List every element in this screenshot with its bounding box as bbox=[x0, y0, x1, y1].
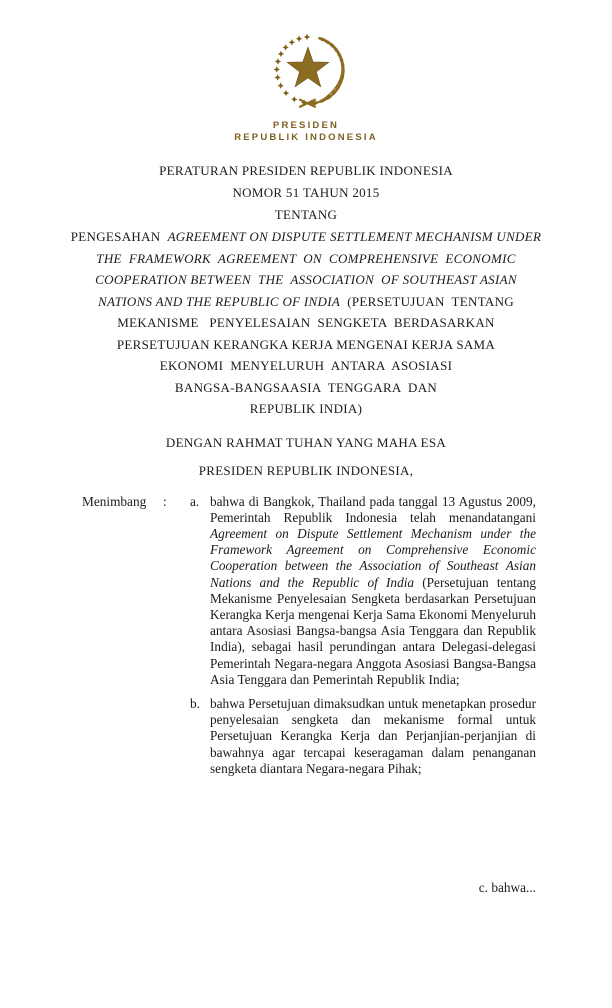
text-segment: PENGESAHAN bbox=[70, 229, 168, 244]
regulation-title-line bbox=[0, 248, 612, 270]
text-segment: PERSETUJUAN KERANGKA KERJA MENGENAI KERJA SAMA bbox=[116, 336, 496, 352]
italic-text-segment: THE FRAMEWORK AGREEMENT ON COMPREHENSIVE ECONOMIC bbox=[96, 250, 516, 266]
considerations-items bbox=[190, 494, 536, 785]
text-segment: bahwa Persetujuan dimaksudkan untuk menetapkan prosedur penyelesaian sengketa dan mekanisme formal untuk Persetujuan Kerangka Kerja dan Perjanjian-perjanjian di bawahnya agar tercapai keseragaman dalam penanganan sengketa diantara Negara-negara Pihak; bbox=[210, 695, 536, 776]
text-segment: REPUBLIK INDIA) bbox=[249, 401, 363, 416]
regulation-title bbox=[0, 226, 612, 420]
italic-text-segment: AGREEMENT ON DISPUTE SETTLEMENT MECHANISM UNDER bbox=[167, 229, 542, 244]
letterhead-text bbox=[0, 120, 612, 144]
text-segment: EKONOMI MENYELURUH ANTARA ASOSIASI bbox=[159, 358, 453, 373]
considerations-section bbox=[82, 494, 536, 785]
consideration-item-marker: b. bbox=[190, 695, 200, 711]
invocation-grace-line: DENGAN RAHMAT TUHAN YANG MAHA ESA bbox=[165, 434, 447, 450]
italic-text-segment: COOPERATION BETWEEN THE ASSOCIATION OF SOUTHEAST ASIAN bbox=[95, 272, 517, 287]
italic-text-segment: NATIONS AND THE REPUBLIC OF INDIA bbox=[98, 293, 341, 309]
consideration-item bbox=[190, 696, 536, 777]
regulation-title-line bbox=[0, 291, 612, 313]
regulation-title-line bbox=[0, 269, 612, 291]
gold-star-wreath-icon bbox=[254, 33, 358, 111]
considerations-colon: : bbox=[163, 493, 167, 509]
text-segment: (Persetujuan tentang Mekanisme Penyelesaian Sengketa berdasarkan Persetujuan Kerangka Kerja mengenai Kerja Sama Ekonomi Menyeluruh antara Asosiasi Bangsa-bangsa Asia Tenggara dan Republik India), sebagai hasil perundingan antara Delegasi-delegasi Pemerintah Negara-negara Anggota Asosiasi Bangsa-Bangsa Asia Tenggara dan Pemerintah Republik India; bbox=[210, 574, 536, 687]
consideration-item bbox=[190, 494, 536, 688]
consideration-item-text bbox=[210, 494, 536, 688]
italic-text-segment: Agreement on Dispute Settlement Mechanism under the Framework Agreement on Comprehensive Economic Cooperation between the Association of Southeast Asian Nations and the Republic of India bbox=[210, 525, 536, 590]
presidential-letterhead bbox=[0, 0, 612, 144]
page-catchword: c. bahwa... bbox=[478, 880, 536, 895]
heading-tentang: TENTANG bbox=[274, 207, 338, 222]
heading-number-year: NOMOR 51 TAHUN 2015 bbox=[232, 185, 380, 200]
text-segment: bahwa di Bangkok, Thailand pada tanggal 13 Agustus 2009, Pemerintah Republik Indonesia telah menandatangani bbox=[210, 493, 536, 525]
regulation-heading bbox=[0, 160, 612, 226]
regulation-title-line bbox=[0, 355, 612, 377]
regulation-title-line bbox=[0, 226, 612, 248]
text-segment: (PERSETUJUAN TENTANG bbox=[340, 293, 514, 309]
letterhead-line-republik: REPUBLIK INDONESIA bbox=[234, 132, 378, 143]
regulation-title-line bbox=[0, 398, 612, 420]
regulation-title-line bbox=[0, 377, 612, 399]
consideration-item-text bbox=[210, 696, 536, 777]
regulation-title-line bbox=[0, 312, 612, 334]
letterhead-line-presiden: PRESIDEN bbox=[272, 120, 340, 131]
heading-regulation-name: PERATURAN PRESIDEN REPUBLIK INDONESIA bbox=[159, 163, 453, 178]
regulation-title-line bbox=[0, 334, 612, 356]
invocation-president-line: PRESIDEN REPUBLIK INDONESIA, bbox=[198, 462, 414, 478]
text-segment: MEKANISME PENYELESAIAN SENGKETA BERDASARKAN bbox=[117, 315, 495, 330]
consideration-item-marker: a. bbox=[190, 493, 200, 509]
text-segment: BANGSA-BANGSAASIA TENGGARA DAN bbox=[174, 379, 438, 395]
considerations-label: Menimbang bbox=[82, 493, 147, 509]
invocation bbox=[0, 432, 612, 482]
